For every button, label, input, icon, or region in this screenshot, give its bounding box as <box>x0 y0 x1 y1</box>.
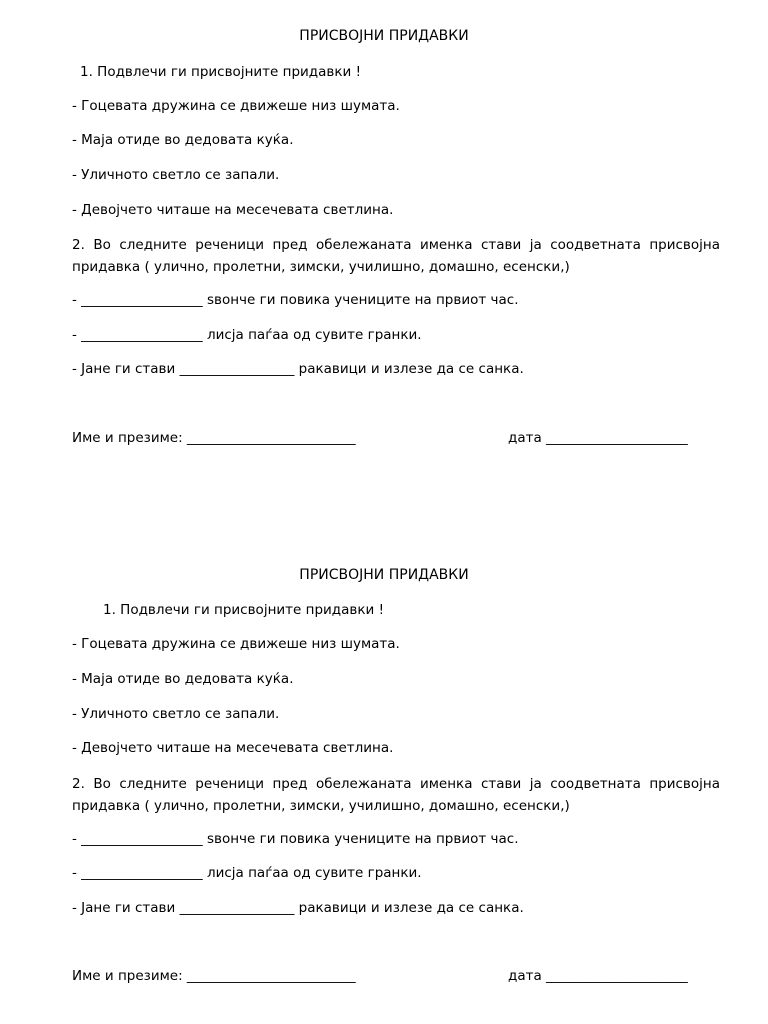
task-1-instruction: 1. Подвлечи ги присвојните придавки ! <box>80 64 361 80</box>
fill-line-3: - Јане ги стави _________________ ракавици и излезе да се санка. <box>72 361 524 377</box>
task-1-instruction: 1. Подвлечи ги присвојните придавки ! <box>103 602 384 618</box>
sentence-4: - Девојчето читаше на месечевата светлина. <box>72 740 394 756</box>
sentence-1: - Гоцевата дружина се движеше низ шумата. <box>72 636 400 652</box>
date-field: дата _____________________ <box>508 968 688 984</box>
sentence-1: - Гоцевата дружина се движеше низ шумата. <box>72 98 400 114</box>
fill-line-1: - __________________ ѕвонче ги повика учениците на првиот час. <box>72 292 519 308</box>
sentence-3: - Уличното светло се запали. <box>72 706 280 722</box>
sentence-3: - Уличното светло се запали. <box>72 167 280 183</box>
fill-line-2: - __________________ лисја паѓаа од сувите гранки. <box>72 865 422 881</box>
worksheet-title: ПРИСВОЈНИ ПРИДАВКИ <box>299 28 469 44</box>
task-2-instruction: 2. Во следните реченици пред обележаната именка стави ја соодветната присвојна придавка ( улично, пролетни, зимски, училишно, домашно, есенски,) <box>72 776 720 814</box>
sentence-2: - Маја отиде во дедовата куќа. <box>72 132 294 148</box>
sentence-4: - Девојчето читаше на месечевата светлина. <box>72 202 394 218</box>
fill-line-2: - __________________ лисја паѓаа од сувите гранки. <box>72 327 422 343</box>
name-field: Име и презиме: _________________________ <box>72 430 356 446</box>
fill-line-1: - __________________ ѕвонче ги повика учениците на првиот час. <box>72 831 519 847</box>
fill-line-3: - Јане ги стави _________________ ракавици и излезе да се санка. <box>72 900 524 916</box>
worksheet-title: ПРИСВОЈНИ ПРИДАВКИ <box>299 567 469 583</box>
date-field: дата _____________________ <box>508 430 688 446</box>
sentence-2: - Маја отиде во дедовата куќа. <box>72 671 294 687</box>
task-2-instruction: 2. Во следните реченици пред обележаната именка стави ја соодветната присвојна придавка ( улично, пролетни, зимски, училишно, домашно, есенски,) <box>72 237 720 275</box>
name-field: Име и презиме: _________________________ <box>72 968 356 984</box>
